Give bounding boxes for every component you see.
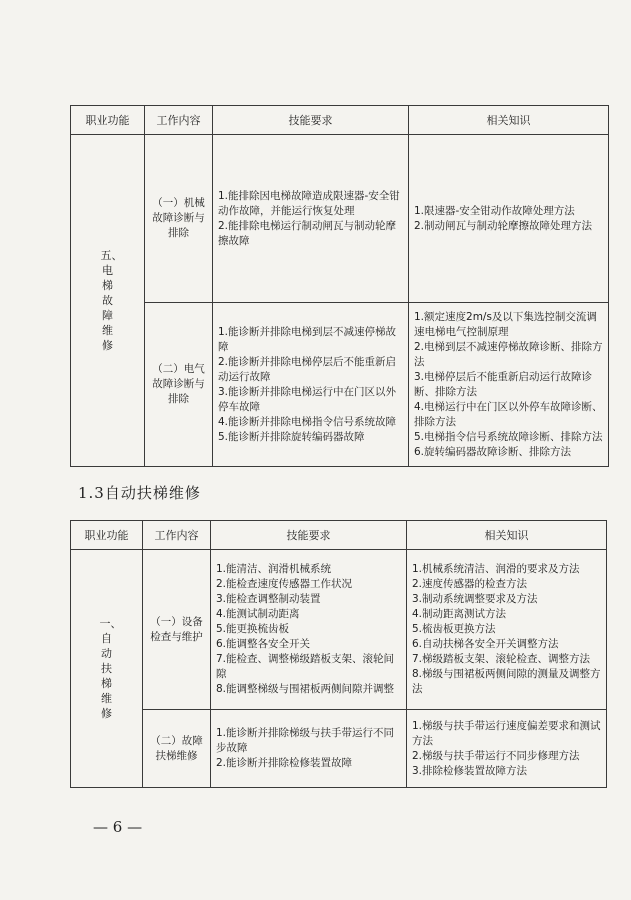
skill-item: 1.能诊断并排除梯级与扶手带运行不同步故障	[216, 727, 395, 754]
skill-item: 3.能检查调整制动装置	[216, 593, 321, 605]
skills-cell	[213, 303, 409, 467]
table-row	[71, 710, 607, 788]
table-row	[71, 135, 609, 303]
knowledge-item: 3.排除检修装置故障方法	[412, 764, 528, 777]
knowledge-item: 5.梳齿板更换方法	[412, 623, 496, 635]
skill-item: 2.能检查速度传感器工作状况	[216, 578, 353, 590]
work-cell: （二）电气故障诊断与排除	[145, 303, 213, 467]
skills-cell	[213, 135, 409, 303]
skills-cell	[211, 550, 407, 710]
header-work: 工作内容	[143, 521, 211, 550]
knowledge-item: 4.制动距离测试方法	[412, 608, 507, 620]
section-title: 1.3自动扶梯维修	[78, 484, 201, 502]
work-cell: （一）设备检查与维护	[143, 550, 211, 710]
header-function: 职业功能	[71, 521, 143, 550]
knowledge-item: 6.自动扶梯各安全开关调整方法	[412, 638, 559, 650]
knowledge-item: 1.机械系统清洁、润滑的要求及方法	[412, 563, 580, 575]
header-function: 职业功能	[71, 106, 145, 135]
knowledge-item: 2.电梯到层不减速停梯故障诊断、排除方法	[414, 340, 603, 368]
skill-item: 1.能诊断并排除电梯到层不减速停梯故障	[218, 325, 397, 353]
skill-item: 2.能诊断并排除电梯停层后不能重新启动运行故障	[218, 355, 397, 383]
page-number: — 6 —	[93, 818, 143, 836]
knowledge-item: 2.制动闸瓦与制动轮摩擦故障处理方法	[414, 219, 593, 232]
knowledge-item: 3.制动系统调整要求及方法	[412, 593, 538, 605]
knowledge-item: 4.电梯运行中在门区以外停车故障诊断、排除方法	[414, 400, 603, 428]
function-cell	[71, 550, 143, 788]
skill-item: 5.能更换梳齿板	[216, 623, 290, 635]
header-work: 工作内容	[145, 106, 213, 135]
knowledge-item: 2.速度传感器的检查方法	[412, 578, 528, 590]
skill-item: 2.能排除电梯运行制动闸瓦与制动轮摩擦故障	[218, 219, 397, 247]
knowledge-item: 6.旋转编码器故障诊断、排除方法	[414, 445, 572, 458]
knowledge-item: 8.梯级与围裙板两侧间隙的测量及调整方法	[412, 668, 601, 695]
knowledge-item: 3.电梯停层后不能重新启动运行故障诊断、排除方法	[414, 370, 593, 398]
elevator-repair-table	[70, 105, 609, 467]
knowledge-item: 5.电梯指令信号系统故障诊断、排除方法	[414, 430, 603, 443]
skill-item: 3.能诊断并排除电梯运行中在门区以外停车故障	[218, 385, 397, 413]
table-header-row	[71, 521, 607, 550]
skill-item: 7.能检查、调整梯级踏板支架、滚轮间隙	[216, 653, 395, 680]
table-row	[71, 550, 607, 710]
work-cell: （一）机械故障诊断与排除	[145, 135, 213, 303]
knowledge-item: 2.梯级与扶手带运行不同步修理方法	[412, 749, 580, 762]
skill-item: 8.能调整梯级与围裙板两侧间隙并调整	[216, 683, 395, 695]
escalator-repair-table	[70, 520, 607, 788]
header-skills: 技能要求	[211, 521, 407, 550]
skill-item: 4.能诊断并排除电梯指令信号系统故障	[218, 415, 397, 428]
knowledge-cell	[407, 550, 607, 710]
knowledge-item: 7.梯级踏板支架、滚轮检查、调整方法	[412, 653, 591, 665]
header-skills: 技能要求	[213, 106, 409, 135]
knowledge-cell	[409, 135, 609, 303]
table-row	[71, 303, 609, 467]
header-knowledge: 相关知识	[409, 106, 609, 135]
knowledge-cell	[409, 303, 609, 467]
table-header-row	[71, 106, 609, 135]
skill-item: 1.能清洁、润滑机械系统	[216, 563, 332, 575]
function-label: 五、电梯故障维修	[100, 248, 123, 352]
skill-item: 2.能诊断并排除检修装置故障	[216, 757, 353, 769]
knowledge-cell	[407, 710, 607, 788]
skills-cell	[211, 710, 407, 788]
function-label: 一、自动扶梯维修	[99, 616, 122, 720]
header-knowledge: 相关知识	[407, 521, 607, 550]
skill-item: 4.能测试制动距离	[216, 608, 300, 620]
knowledge-item: 1.额定速度2m/s及以下集选控制交流调速电梯电气控制原理	[414, 310, 597, 338]
function-cell	[71, 135, 145, 467]
skill-item: 1.能排除因电梯故障造成限速器-安全钳动作故障，并能运行恢复处理	[218, 189, 400, 217]
work-cell: （二）故障扶梯维修	[143, 710, 211, 788]
skill-item: 6.能调整各安全开关	[216, 638, 311, 650]
knowledge-item: 1.限速器-安全钳动作故障处理方法	[414, 204, 575, 217]
knowledge-item: 1.梯级与扶手带运行速度偏差要求和测试方法	[412, 719, 601, 747]
skill-item: 5.能诊断并排除旋转编码器故障	[218, 430, 365, 443]
